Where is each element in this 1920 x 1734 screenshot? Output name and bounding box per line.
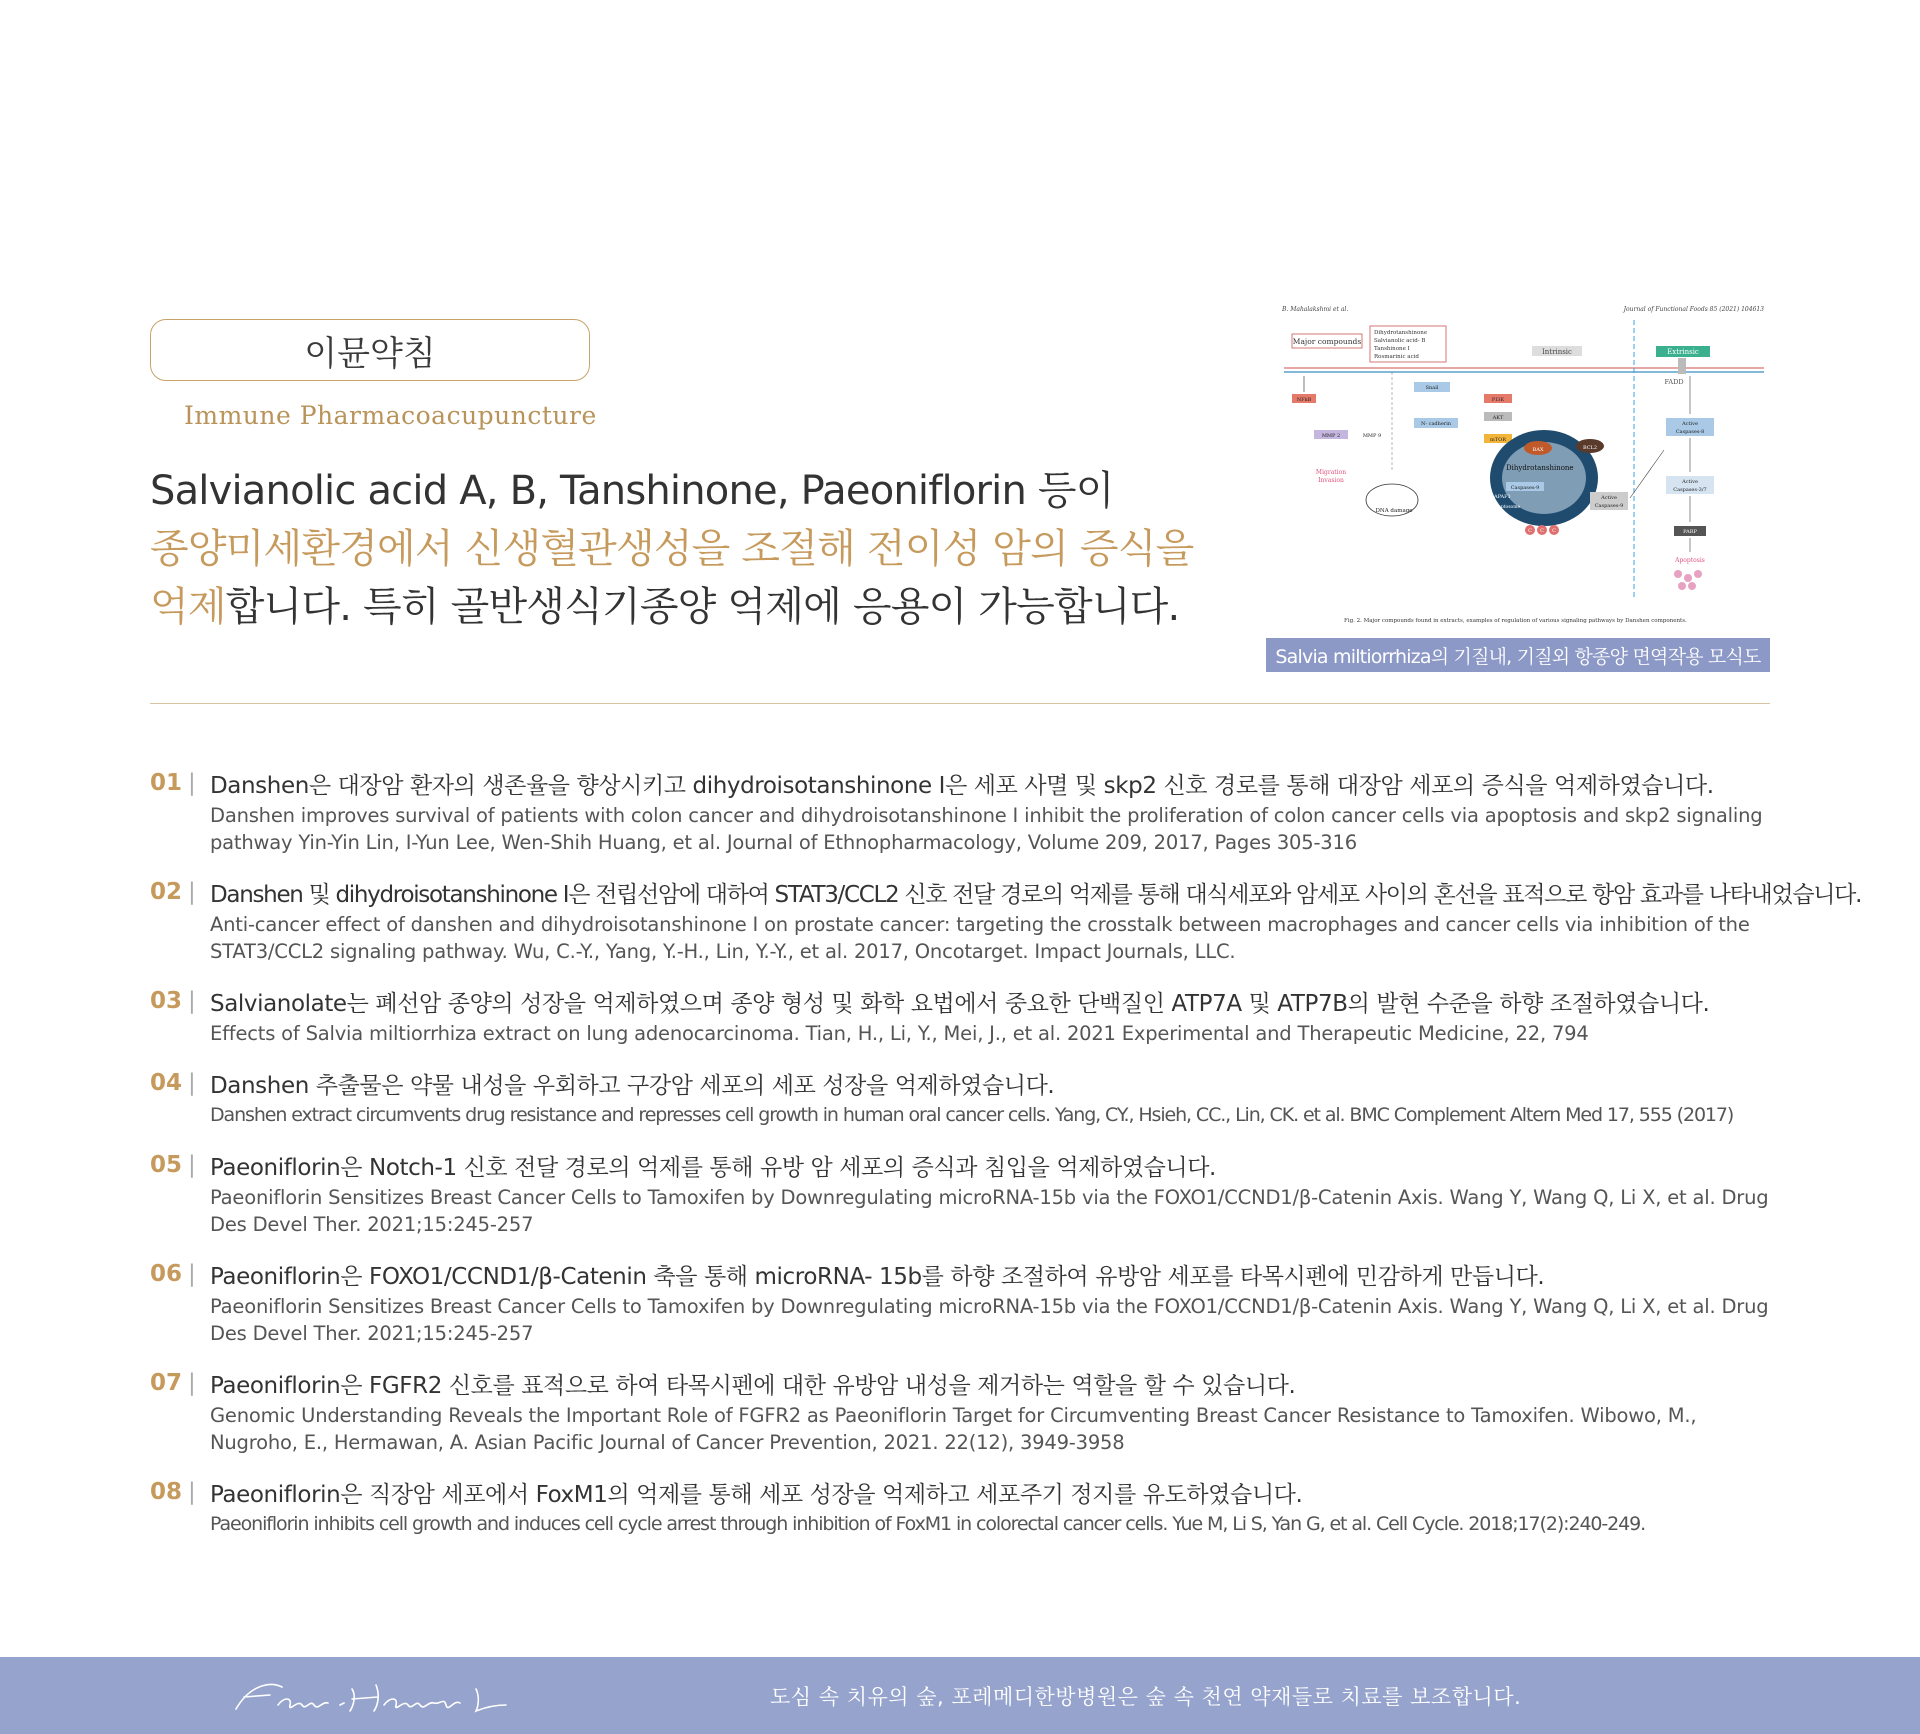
apoptotic-cell-3 [1694,570,1702,578]
mtor-label: mTOR [1490,437,1506,443]
figure-header-right: Journal of Functional Foods 85 (2021) 104613 [1623,306,1764,313]
receptor-shape [1678,358,1686,374]
parp-label: PARP [1683,529,1697,535]
footer-slogan: 도심 속 치유의 숲, 포레메디한방병원은 숲 속 천연 약재들로 치료를 보조합니다. [770,1684,1522,1709]
cyt-c-label-1: C [1528,528,1532,534]
apoptosome-label: Apoptosome [1492,505,1521,510]
reference-number [150,1152,196,1178]
reference-item [150,1370,1780,1456]
fadd-label: FADD [1664,378,1684,386]
reference-number [150,1479,196,1505]
headline-highlight: 억제 [150,584,226,630]
number-separator: | [188,1070,196,1096]
reference-summary-ko: Paeoniflorin은 FGFR2 신호를 표적으로 하여 타목시펜에 대한 유방암 내성을 제거하는 역할을 할 수 있습니다. [210,1373,1296,1399]
reference-summary-ko: Danshen은 대장암 환자의 생존율을 향상시키고 dihydroisotanshinone I은 세포 사멸 및 skp2 신호 경로를 통해 대장암 세포의 증식을 억제하였습니다. [210,773,1714,799]
apoptotic-cell-5 [1678,582,1686,590]
reference-citation-en: Anti-cancer effect of danshen and dihydroisotanshinone I on prostate cancer: targeting the crosstalk between macrophages and cancer cells via inhibition of the STAT3/CCL2 signaling pathway. Wu, C.-Y., Yang, Y.-H., Lin, Y.-Y., et al. 2017, Oncotarget. Impact Journals, LLC. [210,913,1750,963]
reference-number-value: 08 [150,1479,183,1505]
figure-header-left: B. Mahalakshmi et al. [1282,306,1349,313]
pathway-diagram [1274,300,1770,638]
apoptotic-cell-4 [1688,582,1696,590]
reference-summary-ko: Paeoniflorin은 직장암 세포에서 FoxM1의 억제를 통해 세포 성장을 억제하고 세포주기 정지를 유도하였습니다. [210,1482,1303,1508]
number-separator: | [188,879,196,905]
apoptosis-label: Apoptosis [1675,557,1705,564]
mmp2-label: MMP 2 [1321,433,1341,439]
reference-number [150,1261,196,1287]
number-separator: | [188,988,196,1014]
reference-number [150,1370,196,1396]
reference-number-value: 07 [150,1370,183,1396]
headline-line-3-rest: 합니다. 특히 골반생식기종양 억제에 응용이 가능합니다. [225,584,1180,630]
invasion-label: Invasion [1318,477,1344,484]
compound-2: Salvianolic acid- B [1374,338,1426,344]
ncadherin-label: N- cadherin [1420,421,1452,427]
reference-number-value: 06 [150,1261,183,1287]
arrow-casp9-casp37 [1630,450,1664,498]
dna-damage-label: DNA damage [1375,508,1413,514]
reference-citation-en: Danshen improves survival of patients with colon cancer and dihydroisotanshinone I inhibit the proliferation of colon cancer cells via apoptosis and skp2 signaling pathway Yin-Yin Lin, I-Yun Lee, Wen-Shih Huang, et al. Journal of Ethnopharmacology, Volume 209, 2017, Pages 305-316 [210,804,1763,854]
hospital-logo [230,1675,520,1723]
reference-citation-en: Paeoniflorin inhibits cell growth and induces cell cycle arrest through inhibition of FoxM1 in colorectal cancer cells. Yue M, Li S, Yan G, et al. Cell Cycle. 2018;17(2):240-249. [210,1513,1646,1535]
caspase9-label: Caspases-9 [1510,485,1540,491]
reference-number [150,879,196,905]
compound-3: Tanshinone I [1374,346,1410,352]
reference-item [150,1070,1780,1129]
reference-summary-ko: Paeoniflorin은 Notch-1 신호 전달 경로의 억제를 통해 유방 암 세포의 증식과 침입을 억제하였습니다. [210,1155,1216,1181]
number-separator: | [188,1152,196,1178]
reference-citation-en: Effects of Salvia miltiorrhiza extract on lung adenocarcinoma. Tian, H., Li, Y., Mei, J., et al. 2021 Experimental and Therapeutic Medicine, 22, 794 [210,1022,1589,1045]
major-compounds-label: Major compounds [1292,337,1362,346]
figure-caption: Salvia miltiorrhiza의 기질내, 기질외 항종양 면역작용 모식도 [1266,638,1770,672]
reference-number-value: 04 [150,1070,183,1096]
apoptotic-cell-1 [1674,570,1682,578]
headline-line-1: Salvianolic acid A, B, Tanshinone, Paeoniflorin 등이 [150,468,1114,514]
apaf1-label: APAF1 [1494,494,1511,500]
reference-item [150,770,1780,856]
reference-number-value: 01 [150,770,183,796]
migration-label: Migration [1315,469,1347,476]
active-caspase9-label-b: Caspases-9 [1594,503,1624,509]
number-separator: | [188,1261,196,1287]
section-subtitle: Immune Pharmacoacupuncture [184,401,597,430]
hospital-logo-script [230,1675,520,1719]
reference-number [150,1070,196,1096]
reference-number-value: 02 [150,879,183,905]
section-title-pill [150,319,590,381]
reference-item [150,879,1862,965]
reference-citation-en: Paeoniflorin Sensitizes Breast Cancer Cells to Tamoxifen by Downregulating microRNA-15b via the FOXO1/CCND1/β-Catenin Axis. Wang Y, Wang Q, Li X, et al. Drug Des Devel Ther. 2021;15:245-257 [210,1295,1769,1345]
headline [150,462,1220,636]
dihydro-label: Dihydrotanshinone [1506,464,1574,472]
logo-script-path [236,1685,506,1711]
compound-4: Rosmarinic acid [1374,354,1419,360]
reference-summary-ko: Salvianolate는 폐선암 종양의 성장을 억제하였으며 종양 형성 및 화학 요법에서 중요한 단백질인 ATP7A 및 ATP7B의 발현 수준을 하향 조절하였습니다. [210,991,1710,1017]
active-caspase37-label-a: Active [1682,479,1698,485]
active-caspase8-label-b: Caspases-8 [1675,429,1705,435]
number-separator: | [188,1370,196,1396]
reference-list [150,770,1862,1561]
intrinsic-label: Intrinsic [1542,348,1572,356]
section-title: 이뮨약침 [304,333,436,374]
reference-summary-ko: Danshen 및 dihydroisotanshinone I은 전립선암에 대하여 STAT3/CCL2 신호 전달 경로의 억제를 통해 대식세포와 암세포 사이의 혼선을 표적으로 항암 효과를 나타내었습니다. [210,882,1862,908]
active-caspase9-label-a: Active [1601,495,1617,501]
reference-number [150,988,196,1014]
reference-item [150,1152,1780,1238]
extrinsic-label: Extrinsic [1667,348,1699,356]
section-divider [150,703,1770,704]
reference-summary-ko: Danshen 추출물은 약물 내성을 우회하고 구강암 세포의 세포 성장을 억제하였습니다. [210,1073,1055,1099]
reference-citation-en: Genomic Understanding Reveals the Important Role of FGFR2 as Paeoniflorin Target for Circumventing Breast Cancer Resistance to Tamoxifen. Wibowo, M., Nugroho, E., Hermawan, A. Asian Pacific Journal of Cancer Prevention, 2021. 22(12), 3949-3958 [210,1404,1697,1454]
reference-item [150,1261,1780,1347]
number-separator: | [188,770,196,796]
figure-caption-small: Fig. 2. Major compounds found in extracts, examples of regulation of various signaling pathways by Danshen components. [1344,618,1687,624]
headline-line-2: 종양미세환경에서 신생혈관생성을 조절해 전이성 암의 증식을 [150,526,1194,572]
headline-line-3 [150,578,1220,636]
footer-bar [0,1657,1920,1734]
snail-label: Snail [1425,385,1439,391]
active-caspase37-label-b: Caspases-3/7 [1673,487,1707,493]
bax-label: BAX [1532,447,1544,453]
reference-summary-ko: Paeoniflorin은 FOXO1/CCND1/β-Catenin 축을 통해 microRNA- 15b를 하향 조절하여 유방암 세포를 타목시펜에 민감하게 만듭니다. [210,1264,1545,1290]
bcl2-label: BCL2 [1582,445,1598,451]
cyt-c-label-3: C [1552,528,1556,534]
cyt-c-label-2: C [1540,528,1544,534]
reference-number-value: 05 [150,1152,183,1178]
mmp9-label: MMP 9 [1362,433,1382,439]
reference-item [150,988,1780,1047]
nfkb-label: NFkB [1296,397,1312,403]
reference-citation-en: Paeoniflorin Sensitizes Breast Cancer Cells to Tamoxifen by Downregulating microRNA-15b via the FOXO1/CCND1/β-Catenin Axis. Wang Y, Wang Q, Li X, et al. Drug Des Devel Ther. 2021;15:245-257 [210,1186,1769,1236]
number-separator: | [188,1479,196,1505]
reference-number-value: 03 [150,988,183,1014]
reference-number [150,770,196,796]
akt-label: AKT [1492,415,1504,421]
pathway-figure [1274,300,1770,638]
pi3k-label: PI3K [1491,397,1505,403]
apoptotic-cell-2 [1684,574,1692,582]
compound-1: Dihydrotanshinone [1374,330,1428,336]
active-caspase8-label-a: Active [1682,421,1698,427]
reference-item [150,1479,1780,1538]
reference-citation-en: Danshen extract circumvents drug resistance and represses cell growth in human oral cancer cells. Yang, CY., Hsieh, CC., Lin, CK. et al. BMC Complement Altern Med 17, 555 (2017) [210,1104,1734,1126]
